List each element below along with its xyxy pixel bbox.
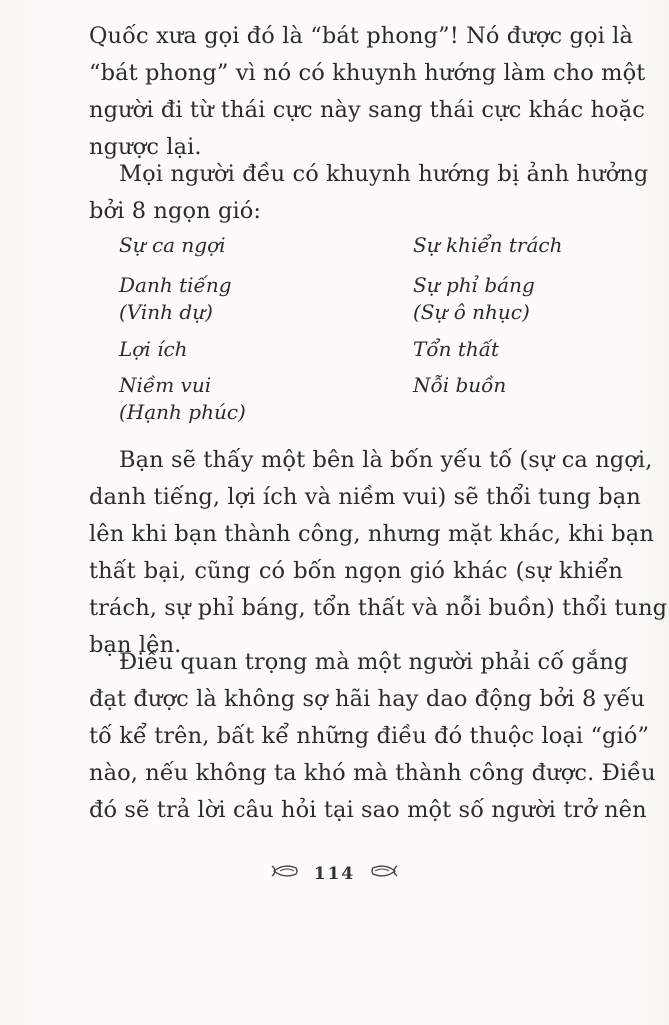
wind-item — [119, 372, 246, 426]
text-line: “bát phong” vì nó có khuynh hướng làm cho một — [89, 60, 646, 86]
wind-label: Sự phỉ báng — [413, 273, 535, 297]
text-line: Điều quan trọng mà một người phải cố gắng — [119, 649, 629, 675]
text-line: Bạn sẽ thấy một bên là bốn yếu tố (sự ca ngợi, — [119, 447, 653, 473]
paragraph-not-afraid — [89, 644, 656, 829]
wind-item — [119, 336, 188, 363]
wind-label: Nỗi buồn — [413, 373, 507, 397]
text-line: ngược lại. — [89, 134, 202, 160]
paragraph-eight-winds-intro — [89, 156, 649, 230]
text-line: trách, sự phỉ báng, tổn thất và nỗi buồn) thổi tung — [89, 595, 668, 621]
text-line: tố kể trên, bất kể những điều đó thuộc loại “gió” — [89, 723, 650, 749]
paragraph-bat-phong — [89, 18, 646, 166]
wind-item — [413, 336, 499, 363]
wind-sublabel: (Vinh dự) — [119, 300, 213, 324]
text-line: lên khi bạn thành công, nhưng mặt khác, khi bạn — [89, 521, 654, 547]
text-line: đó sẽ trả lời câu hỏi tại sao một số người trở nên — [89, 797, 647, 823]
text-line: đạt được là không sợ hãi hay dao động bởi 8 yếu — [89, 686, 645, 712]
wind-label: Sự khiển trách — [413, 233, 563, 257]
wind-item — [413, 232, 562, 259]
wind-item — [119, 272, 232, 326]
wind-label: Lợi ích — [119, 337, 188, 361]
text-line: Mọi người đều có khuynh hướng bị ảnh hưởng — [119, 161, 649, 187]
fish-ornament-left-icon — [270, 862, 300, 885]
wind-item — [413, 372, 506, 399]
wind-item — [413, 272, 535, 326]
text-line: thất bại, cũng có bốn ngọn gió khác (sự khiển — [89, 558, 623, 584]
page-number: 114 — [313, 863, 356, 884]
fish-ornament-right-icon — [369, 862, 399, 885]
text-line: nào, nếu không ta khó mà thành công được. Điều — [89, 760, 656, 786]
text-line: danh tiếng, lợi ích và niềm vui) sẽ thổi tung bạn — [89, 484, 641, 510]
paragraph-winds-explained — [89, 442, 668, 664]
text-line: bạn lên. — [89, 632, 182, 658]
wind-label: Danh tiếng — [119, 273, 232, 297]
text-line: người đi từ thái cực này sang thái cực khác hoặc — [89, 97, 645, 123]
text-line: bởi 8 ngọn gió: — [89, 198, 262, 224]
page-footer — [0, 862, 669, 885]
wind-label: Niềm vui — [119, 373, 212, 397]
wind-sublabel: (Hạnh phúc) — [119, 400, 246, 424]
wind-label: Sự ca ngợi — [119, 233, 226, 257]
wind-label: Tổn thất — [413, 337, 500, 361]
text-line: Quốc xưa gọi đó là “bát phong”! Nó được gọi là — [89, 23, 633, 49]
wind-sublabel: (Sự ô nhục) — [413, 300, 530, 324]
wind-item — [119, 232, 226, 259]
